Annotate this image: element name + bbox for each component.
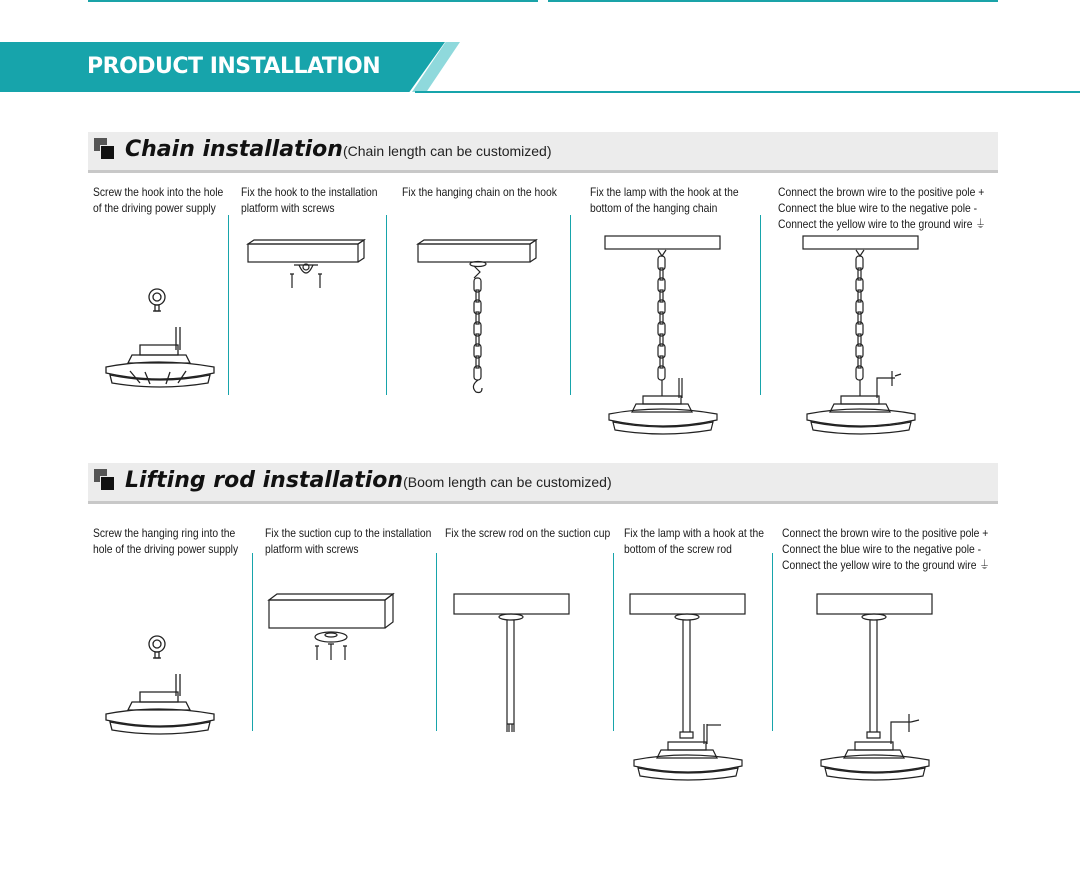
hanging-chain-illustration	[416, 238, 541, 398]
rod-step-1: Screw the hanging ring into the hole of the driving power supply	[93, 526, 239, 556]
step-divider	[436, 553, 437, 731]
chain-step-3: Fix the hanging chain on the hook	[402, 185, 557, 199]
top-rule-left	[88, 0, 538, 2]
step-divider	[228, 215, 229, 395]
chain-section-header	[88, 132, 998, 173]
step-divider	[772, 553, 773, 731]
header-square-icon	[100, 145, 115, 160]
step-divider	[252, 553, 253, 731]
step-divider	[386, 215, 387, 395]
rod-step-2: Fix the suction cup to the installation platform with screws	[265, 526, 432, 556]
chain-section-note: (Chain length can be customized)	[342, 143, 552, 159]
chain-step-2: Fix the hook to the installation platform with screws	[241, 185, 378, 215]
page-title: PRODUCT INSTALLATION	[87, 54, 381, 79]
step-divider	[570, 215, 571, 395]
rod-step-5: Connect the brown wire to the positive pole + Connect the blue wire to the negative pole - Connect the yellow wire to the ground wire ⏚	[782, 526, 990, 572]
rod-step-3: Fix the screw rod on the suction cup	[445, 526, 611, 540]
banner-underline	[415, 91, 1080, 93]
lamp-on-rod-illustration	[628, 594, 748, 784]
rod-wiring-illustration	[815, 594, 935, 784]
rod-section-title: Lifting rod installation(Boom length can be customized)	[125, 468, 612, 493]
screw-rod-illustration	[452, 594, 572, 736]
hanging-ring-and-lamp-illustration	[100, 630, 220, 740]
rod-step-4: Fix the lamp with a hook at the bottom of the screw rod	[624, 526, 764, 556]
eye-bolt-and-lamp-illustration	[100, 285, 220, 395]
lamp-on-chain-illustration	[603, 236, 723, 438]
rod-section-header	[88, 463, 998, 504]
rod-section-note: (Boom length can be customized)	[403, 474, 612, 490]
step-divider	[613, 553, 614, 731]
hook-platform-illustration	[246, 238, 366, 298]
chain-step-4: Fix the lamp with the hook at the bottom of the hanging chain	[590, 185, 739, 215]
step-divider	[760, 215, 761, 395]
chain-step-5: Connect the brown wire to the positive pole + Connect the blue wire to the negative pole - Connect the yellow wire to the ground wire ⏚	[778, 185, 986, 231]
chain-step-1: Screw the hook into the hole of the driving power supply	[93, 185, 224, 215]
chain-section-title: Chain installation(Chain length can be customized)	[125, 137, 552, 162]
header-square-icon	[100, 476, 115, 491]
suction-cup-platform-illustration	[267, 592, 397, 667]
chain-wiring-illustration	[801, 236, 921, 438]
top-rule-right	[548, 0, 998, 2]
